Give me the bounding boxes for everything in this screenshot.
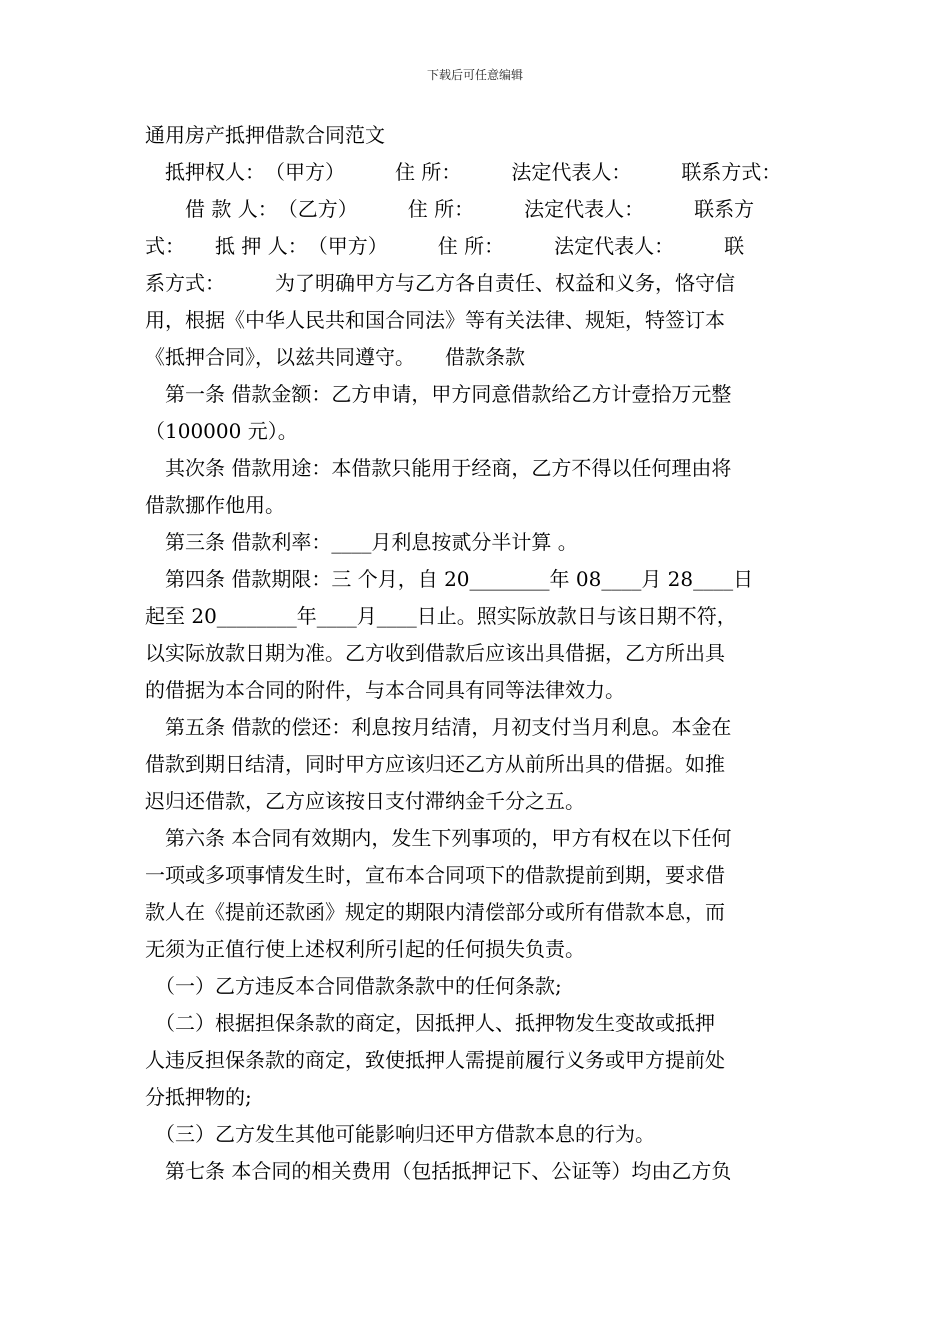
text-line: 款人在《提前还款函》规定的期限内清偿部分或所有借款本息，而	[145, 900, 725, 924]
text-line: 以实际放款日期为准。乙方收到借款后应该出具借据，乙方所出具	[145, 641, 725, 665]
text-line: 借 款 人： （乙方） 住 所： 法定代表人： 联系方	[145, 197, 755, 221]
text-line: 分抵押物的;	[145, 1085, 252, 1109]
text-line: 《抵押合同》，以兹共同遵守。 借款条款	[145, 345, 525, 369]
text-line: 人违反担保条款的商定，致使抵押人需提前履行义务或甲方提前处	[145, 1048, 725, 1072]
text-line: 第七条 本合同的相关费用（包括抵押记下、公证等）均由乙方负	[145, 1159, 732, 1183]
text-line: 系方式： 为了明确甲方与乙方各自责任、权益和义务，恪守信	[145, 271, 735, 295]
header-note: 下载后可任意编辑	[426, 68, 523, 82]
text-line: 一项或多项事情发生时，宣布本合同项下的借款提前到期，要求借	[145, 863, 725, 887]
text-line: （三）乙方发生其他可能影响归还甲方借款本息的行为。	[145, 1122, 655, 1146]
text-line: 借款到期日结清，同时甲方应该归还乙方从前所出具的借据。如推	[145, 752, 725, 776]
text-line: 其次条 借款用途：本借款只能用于经商，乙方不得以任何理由将	[145, 456, 732, 480]
text-line: 无须为正值行使上述权利所引起的任何损失负责。	[145, 937, 585, 961]
text-line: 借款挪作他用。	[145, 493, 285, 517]
text-line: 抵押权人： （甲方） 住 所： 法定代表人： 联系方式：	[145, 160, 782, 184]
document-body	[145, 117, 805, 1190]
text-line: 第三条 借款利率：____月利息按贰分半计算 。	[145, 530, 578, 554]
text-line: 式： 抵 押 人： （甲方） 住 所： 法定代表人： 联	[145, 234, 745, 258]
text-line: 第六条 本合同有效期内，发生下列事项的，甲方有权在以下任何	[145, 826, 732, 850]
text-line: 起至 20________年____月____日止。照实际放款日与该日期不符，	[145, 604, 737, 628]
text-line: （100000 元）。	[145, 419, 298, 443]
document-title: 通用房产抵押借款合同范文	[145, 123, 385, 147]
text-line: 迟归还借款，乙方应该按日支付滞纳金千分之五。	[145, 789, 585, 813]
text-line: 用，根据《中华人民共和国合同法》等有关法律、规矩，特签订本	[145, 308, 725, 332]
text-line: 第五条 借款的偿还：利息按月结清，月初支付当月利息。本金在	[145, 715, 732, 739]
text-line: 的借据为本合同的附件，与本合同具有同等法律效力。	[145, 678, 625, 702]
text-line: （二）根据担保条款的商定，因抵押人、抵押物发生变故或抵押	[145, 1011, 715, 1035]
text-line: 第四条 借款期限：三 个月，自 20________年 08____月 28____日	[145, 567, 754, 591]
text-line: （一）乙方违反本合同借款条款中的任何条款;	[145, 974, 562, 998]
text-line: 第一条 借款金额：乙方申请，甲方同意借款给乙方计壹拾万元整	[145, 382, 732, 406]
